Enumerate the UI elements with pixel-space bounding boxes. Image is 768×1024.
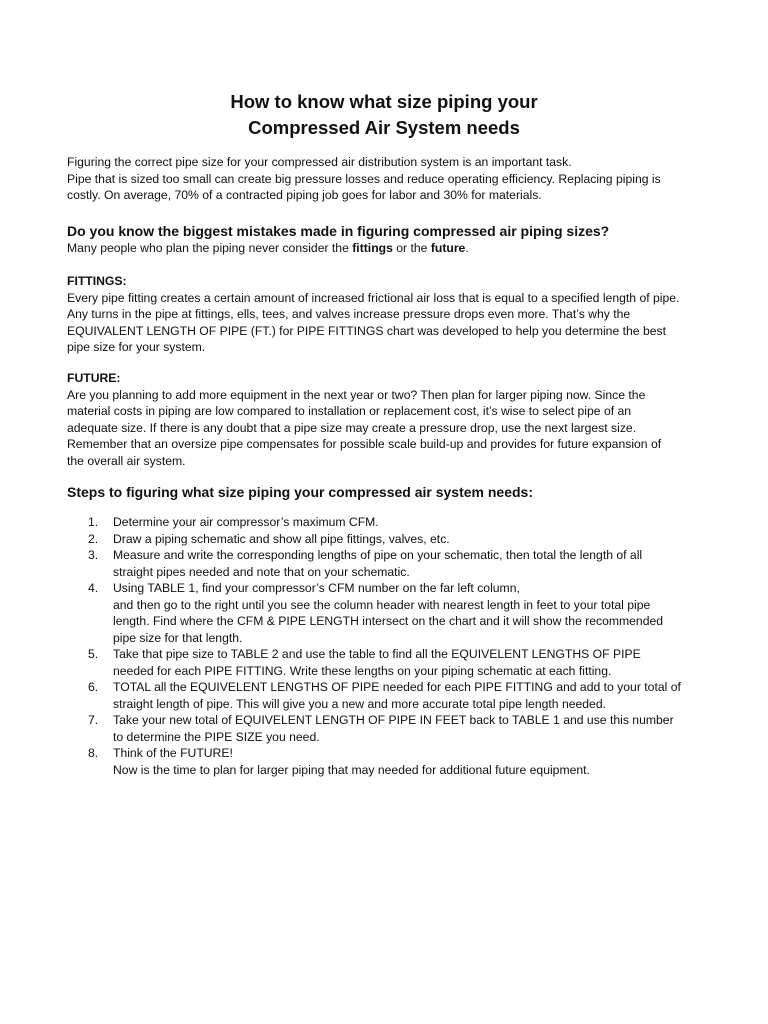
intro-line-1: Figuring the correct pipe size for your compressed air distribution system is an important task.: [67, 155, 572, 169]
mistakes-text-prefix: Many people who plan the piping never consider the: [67, 241, 353, 255]
future-line-2: material costs in piping are low compared to installation or replacement cost, it’s wise to select pipe of an: [67, 404, 632, 418]
step-number: 4.: [88, 581, 99, 595]
step-item: [67, 712, 717, 745]
future-label: FUTURE:: [67, 371, 121, 385]
future-section: [67, 370, 707, 469]
step-number: 7.: [88, 713, 99, 727]
step-line: and then go to the right until you see the column header with nearest length in feet to your total pipe: [113, 597, 651, 612]
future-emphasis: future: [430, 241, 466, 255]
step-item: [67, 745, 717, 778]
intro-line-3: costly. On average, 70% of a contracted piping job goes for labor and 30% for materials.: [67, 188, 542, 202]
future-line-1: Are you planning to add more equipment in the next year or two? Then plan for larger piping now. Since the: [67, 387, 646, 402]
step-number: 8.: [88, 746, 99, 760]
future-line-5: the overall air system.: [67, 453, 186, 468]
fittings-line-3: EQUIVALENT LENGTH OF PIPE (FT.) for PIPE FITTINGS chart was developed to help you determine the best: [67, 323, 666, 338]
step-number: 1.: [88, 515, 99, 529]
step-line: needed for each PIPE FITTING. Write these lengths on your piping schematic at each fitting.: [113, 663, 612, 678]
step-line: TOTAL all the EQUIVELENT LENGTHS OF PIPE needed for each PIPE FITTING and add to your total of: [113, 680, 681, 694]
mistakes-text: [67, 240, 707, 257]
step-line: Think of the FUTURE!: [113, 746, 233, 760]
step-number: 5.: [88, 647, 99, 661]
mistakes-paragraph: [67, 240, 707, 257]
future-line-3: adequate size. If there is any doubt that a pipe size may create a pressure drop, use the next largest size.: [67, 420, 637, 435]
step-number: 6.: [88, 680, 99, 694]
fittings-line-4: pipe size for your system.: [67, 340, 206, 354]
mistakes-text-suffix: .: [465, 241, 469, 255]
step-item: [67, 580, 717, 646]
step-line: Measure and write the corresponding lengths of pipe on your schematic, then total the length of all: [113, 548, 643, 562]
step-line: Take that pipe size to TABLE 2 and use the table to find all the EQUIVELENT LENGTHS OF PIPE: [113, 647, 641, 661]
fittings-section: [67, 273, 707, 356]
step-item: [67, 514, 717, 531]
intro-line-2: Pipe that is sized too small can create big pressure losses and reduce operating efficiency. Replacing piping is: [67, 171, 661, 186]
step-line: Determine your air compressor’s maximum CFM.: [113, 515, 379, 529]
steps-list: [67, 514, 717, 778]
fittings-line-1: Every pipe fitting creates a certain amount of increased frictional air loss that is equal to a specified length of pipe.: [67, 290, 680, 305]
step-line: Now is the time to plan for larger piping that may needed for additional future equipment.: [113, 762, 590, 777]
step-number: 2.: [88, 531, 99, 546]
step-item: [67, 547, 717, 580]
step-line: pipe size for that length.: [113, 630, 243, 645]
step-line: to determine the PIPE SIZE you need.: [113, 729, 320, 744]
intro-paragraph: [67, 154, 707, 204]
step-line: length. Find where the CFM & PIPE LENGTH intersect on the chart and it will show the recommended: [113, 614, 664, 628]
step-number: 3.: [88, 548, 99, 562]
title-line-2: Compressed Air System needs: [248, 117, 520, 138]
step-line: Draw a piping schematic and show all pipe fittings, valves, etc.: [113, 531, 450, 546]
step-item: [67, 531, 717, 548]
steps-heading: Steps to figuring what size piping your compressed air system needs:: [67, 484, 533, 500]
step-item: [67, 646, 717, 679]
fittings-line-2: Any turns in the pipe at fittings, ells, tees, and valves increase pressure drops even more. That’s why the: [67, 307, 631, 321]
step-line: Take your new total of EQUIVELENT LENGTH OF PIPE IN FEET back to TABLE 1 and use this number: [113, 713, 674, 727]
title-line-1: How to know what size piping your: [230, 91, 538, 112]
step-line: straight pipes needed and note that on your schematic.: [113, 564, 410, 579]
future-line-4: Remember that an oversize pipe compensates for possible scale build-up and provides for future expansion of: [67, 437, 662, 451]
fittings-emphasis: fittings: [352, 241, 393, 255]
mistakes-heading: Do you know the biggest mistakes made in figuring compressed air piping sizes?: [67, 223, 610, 239]
mistakes-text-mid: or the: [392, 241, 431, 255]
step-line: Using TABLE 1, find your compressor’s CFM number on the far left column,: [113, 581, 520, 595]
fittings-label: FITTINGS:: [67, 274, 127, 288]
page-title: [0, 89, 768, 141]
step-item: [67, 679, 717, 712]
step-line: straight length of pipe. This will give you a new and more accurate total pipe length needed.: [113, 696, 606, 711]
